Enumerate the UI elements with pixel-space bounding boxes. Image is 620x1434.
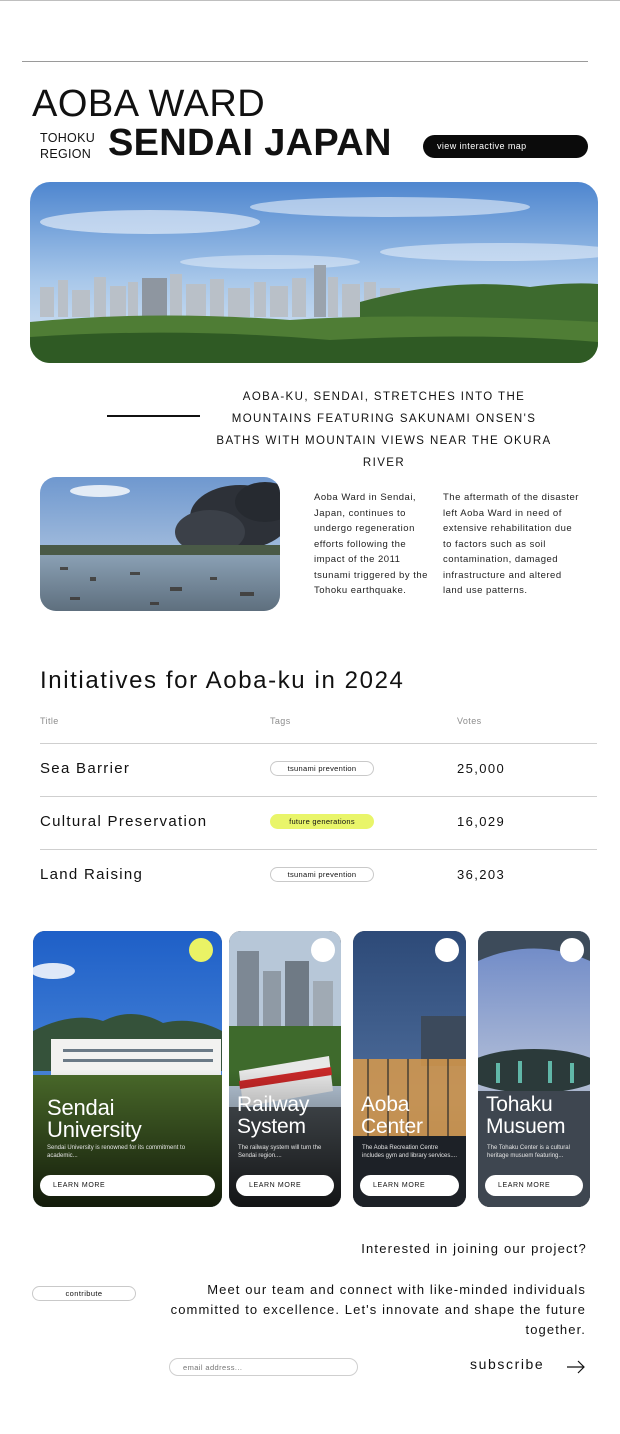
card-sendai-university[interactable] — [33, 931, 222, 1207]
hero-city-image — [30, 182, 598, 363]
region-label — [40, 130, 95, 162]
card-image-aoba-center — [353, 931, 466, 1207]
card-description: Sendai University is renowned for its commitment to academic... — [47, 1145, 186, 1159]
page-title-aoba-ward: AOBA WARD — [32, 83, 266, 125]
table-row[interactable] — [40, 850, 597, 902]
learn-more-button[interactable]: LEARN MORE — [40, 1175, 215, 1196]
cta-question: Interested in joining our project? — [361, 1241, 587, 1256]
initiative-votes: 36,203 — [457, 867, 506, 882]
card-description: The Tohaku Center is a cultural heritage musuem featuring... — [487, 1145, 570, 1159]
card-image-museum — [478, 931, 590, 1207]
initiative-title: Cultural Preservation — [40, 813, 208, 830]
card-title: Sendai University — [47, 1095, 142, 1142]
column-header-tags: Tags — [270, 716, 291, 726]
header-divider — [22, 61, 588, 62]
card-indicator-dot — [189, 938, 213, 962]
intro-paragraph-2: The aftermath of the disaster left Aoba Ward in need of extensive rehabilitation due to factors such as soil contamination, damaged infrastructure and altered land use patterns. — [443, 492, 579, 596]
card-indicator-dot — [311, 938, 335, 962]
card-title: Tohaku Musuem — [486, 1093, 566, 1138]
card-indicator-dot — [560, 938, 584, 962]
view-map-button[interactable]: view interactive map — [423, 135, 588, 158]
arrow-right-icon[interactable] — [566, 1360, 586, 1374]
column-header-votes: Votes — [457, 716, 482, 726]
card-indicator-dot — [435, 938, 459, 962]
table-row[interactable] — [40, 744, 597, 796]
card-image-railway — [229, 931, 341, 1207]
learn-more-button[interactable]: LEARN MORE — [236, 1175, 334, 1196]
initiative-title: Land Raising — [40, 866, 144, 883]
table-row[interactable] — [40, 797, 597, 849]
card-description: The railway system will turn the Sendai region.... — [238, 1145, 322, 1159]
column-header-title: Title — [40, 716, 59, 726]
initiative-votes: 16,029 — [457, 814, 506, 829]
email-field[interactable] — [169, 1358, 358, 1376]
card-title: Railway System — [237, 1093, 310, 1138]
card-description: The Aoba Recreation Centre includes gym and library services.... — [362, 1145, 458, 1159]
card-image-university — [33, 931, 222, 1207]
initiative-title: Sea Barrier — [40, 760, 131, 777]
contribute-button[interactable]: contribute — [32, 1286, 136, 1301]
learn-more-button[interactable]: LEARN MORE — [485, 1175, 583, 1196]
initiative-tag[interactable]: tsunami prevention — [270, 867, 374, 882]
top-edge-line — [0, 0, 620, 1]
subscribe-button[interactable]: subscribe — [470, 1356, 545, 1372]
learn-more-button[interactable]: LEARN MORE — [360, 1175, 459, 1196]
tsunami-aftermath-image — [40, 477, 280, 611]
initiatives-heading: Initiatives for Aoba-ku in 2024 — [40, 667, 405, 694]
lede-accent-line — [107, 415, 200, 417]
card-tohaku-museum[interactable] — [478, 931, 590, 1207]
intro-lede: AOBA-KU, SENDAI, STRETCHES INTO THE MOUNTAINS FEATURING SAKUNAMI ONSEN'S BATHS WITH MOUNTAIN VIEWS NEAR THE OKURA RIVER — [216, 391, 552, 469]
card-title: Aoba Center — [361, 1093, 423, 1138]
initiative-tag[interactable]: tsunami prevention — [270, 761, 374, 776]
intro-paragraph-1: Aoba Ward in Sendai, Japan, continues to undergo regeneration efforts following the impact of the 2011 tsunami triggered by the Tohoku earthquake. — [314, 492, 428, 596]
card-railway-system[interactable] — [229, 931, 341, 1207]
card-aoba-center[interactable] — [353, 931, 466, 1207]
region-label-line2: REGION — [40, 147, 92, 161]
page-title-sendai-japan: SENDAI JAPAN — [108, 122, 392, 164]
cta-body-text: Meet our team and connect with like-minded individuals committed to excellence. Let's innovate and shape the future together. — [170, 1282, 586, 1337]
region-label-line1: TOHOKU — [40, 131, 96, 145]
initiative-votes: 25,000 — [457, 761, 506, 776]
initiative-tag-highlighted[interactable]: future generations — [270, 814, 374, 829]
